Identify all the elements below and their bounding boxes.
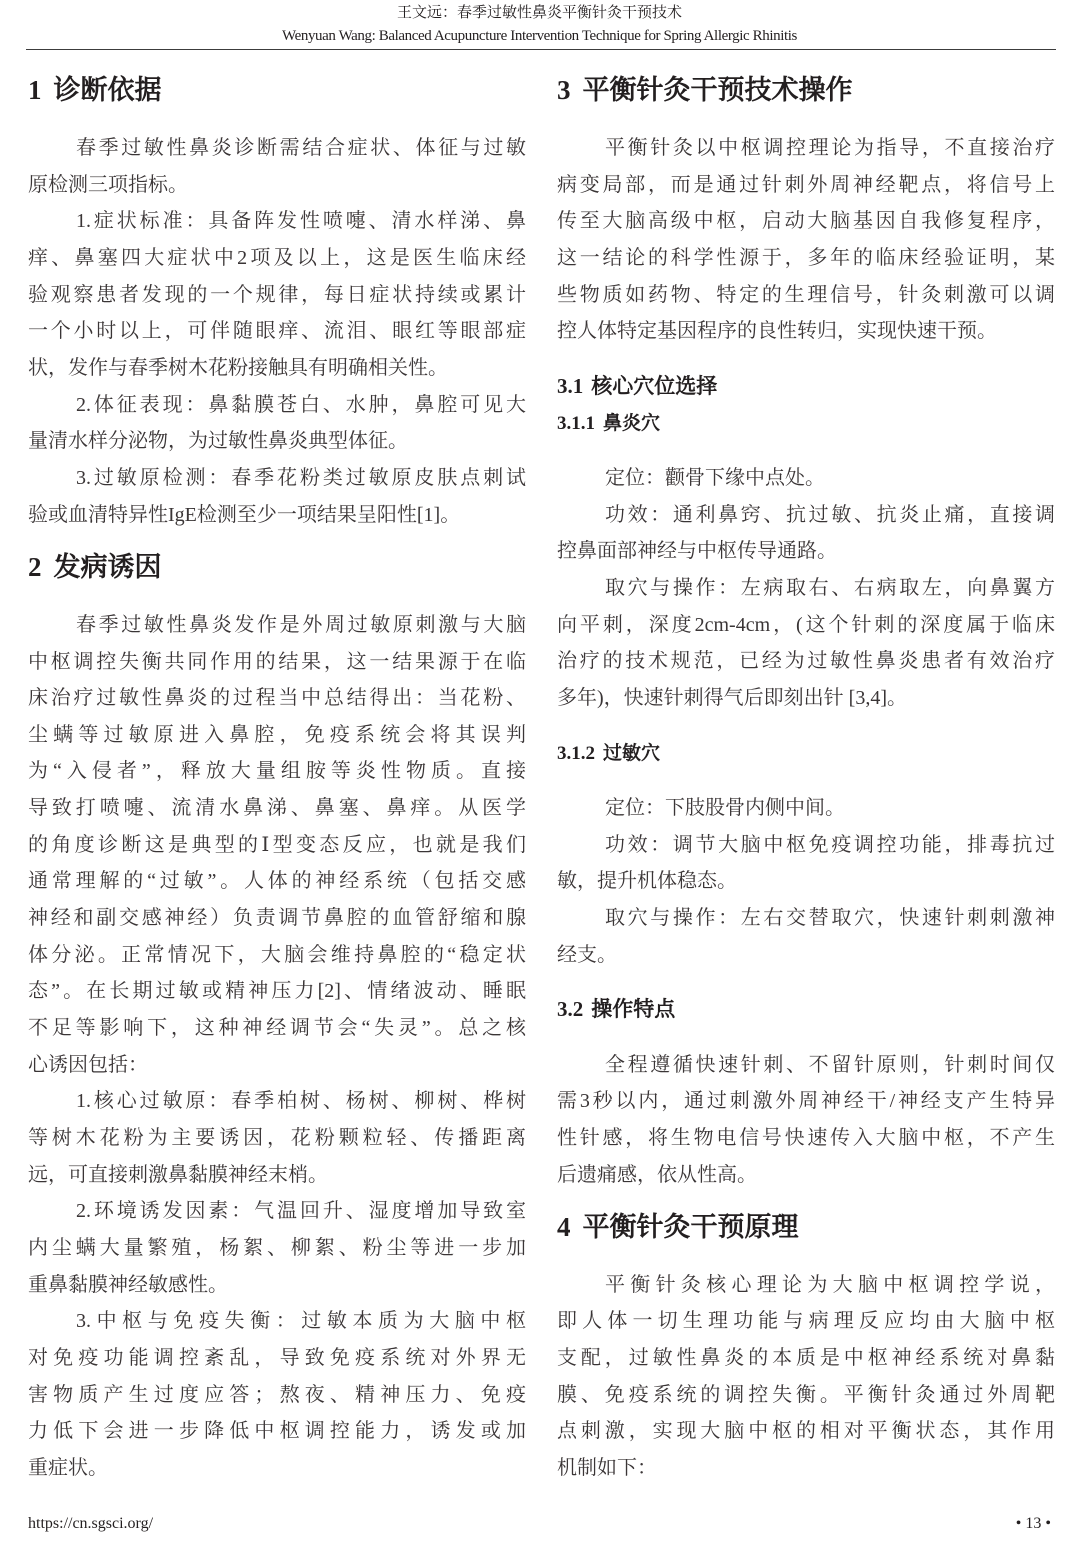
running-head-title-cn: 王文远：春季过敏性鼻炎平衡针灸干预技术 [396, 5, 682, 21]
paragraph-line: 病变局部，而是通过针刺外周神经靶点，将信号上 [557, 174, 1055, 196]
running-head-title-en: Wenyuan Wang: Balanced Acupuncture Intervention Technique for Spring Allergic Rhinitis [282, 28, 797, 44]
paragraph-line: 床治疗过敏性鼻炎的过程当中总结得出：当花粉、 [28, 687, 526, 709]
paragraph-line: 这一结论的科学性源于，多年的临床经验证明，某 [557, 247, 1055, 269]
paragraph-line: 些物质如药物、特定的生理信号，针灸刺激可以调 [557, 284, 1055, 306]
section-heading-2: 2 发病诱因 [28, 552, 162, 583]
paragraph-line: 2.体征表现：鼻黏膜苍白、水肿，鼻腔可见大 [76, 394, 526, 416]
paragraph-line: 向平刺，深度2cm-4cm，(这个针刺的深度属于临床 [557, 614, 1055, 636]
paragraph-line: 为“入侵者”，释放大量组胺等炎性物质。直接 [28, 760, 526, 782]
page-number: • 13 • [1015, 1515, 1051, 1532]
paragraph-line: 中枢调控失衡共同作用的结果，这一结果源于在临 [28, 651, 526, 673]
paragraph-line: 支配，过敏性鼻炎的本质是中枢神经系统对鼻黏 [557, 1347, 1055, 1369]
paragraph-line: 1.症状标准：具备阵发性喷嚏、清水样涕、鼻 [76, 210, 526, 232]
paragraph-line: 对免疫功能调控紊乱，导致免疫系统对外界无 [28, 1347, 526, 1369]
paragraph-line: 导致打喷嚏、流清水鼻涕、鼻塞、鼻痒。从医学 [28, 797, 526, 819]
paragraph-line: 经支。 [557, 944, 617, 966]
paragraph-line: 验或血清特异性IgE检测至少一项结果呈阳性[1]。 [28, 504, 461, 526]
paragraph-line: 状，发作与春季树木花粉接触具有明确相关性。 [28, 357, 448, 379]
paragraph-line: 定位：颧骨下缘中点处。 [605, 467, 825, 489]
paragraph-line: 神经和副交感神经）负责调节鼻腔的血管舒缩和腺 [28, 907, 526, 929]
paragraph-line: 不足等影响下，这种神经调节会“失灵”。总之核 [28, 1017, 526, 1039]
paragraph-line: 量清水样分泌物，为过敏性鼻炎典型体征。 [28, 430, 408, 452]
paragraph-line: 2.环境诱发因素：气温回升、湿度增加导致室 [76, 1200, 526, 1222]
paragraph-line: 功效：通利鼻窍、抗过敏、抗炎止痛，直接调 [605, 504, 1055, 526]
paragraph-line: 点刺激，实现大脑中枢的相对平衡状态，其作用 [557, 1420, 1055, 1442]
paragraph-line: 控人体特定基因程序的良性转归，实现快速干预。 [557, 320, 997, 342]
paragraph-line: 通常理解的“过敏”。人体的神经系统（包括交感 [28, 870, 526, 892]
subsubsection-heading-3-1-2: 3.1.2 过敏穴 [557, 742, 661, 764]
paragraph-line: 膜、免疫系统的调控失衡。平衡针灸通过外周靶 [557, 1384, 1055, 1406]
paragraph-line: 等树木花粉为主要诱因，花粉颗粒轻、传播距离 [28, 1127, 526, 1149]
paragraph-line: 定位：下肢股骨内侧中间。 [605, 797, 845, 819]
subsubsection-heading-3-1-1: 3.1.1 鼻炎穴 [557, 412, 661, 434]
subsection-heading-3-2: 3.2 操作特点 [557, 997, 676, 1021]
paragraph-line: 全程遵循快速针刺、不留针原则，针刺时间仅 [605, 1054, 1055, 1076]
paragraph-line: 平衡针灸核心理论为大脑中枢调控学说， [605, 1274, 1055, 1296]
paragraph-line: 控鼻面部神经与中枢传导通路。 [557, 540, 837, 562]
paragraph-line: 原检测三项指标。 [28, 174, 188, 196]
paragraph-line: 验观察患者发现的一个规律，每日症状持续或累计 [28, 284, 526, 306]
paragraph-line: 害物质产生过度应答；熬夜、精神压力、免疫 [28, 1384, 526, 1406]
paragraph-line: 治疗的技术规范，已经为过敏性鼻炎患者有效治疗 [557, 650, 1055, 672]
paragraph-line: 春季过敏性鼻炎发作是外周过敏原刺激与大脑 [76, 614, 526, 636]
paragraph-line: 机制如下： [557, 1457, 657, 1479]
section-heading-4: 4 平衡针灸干预原理 [557, 1212, 799, 1243]
header-rule [26, 49, 1056, 50]
paragraph-line: 即人体一切生理功能与病理反应均由大脑中枢 [557, 1310, 1055, 1332]
paragraph-line: 性针感，将生物电信号快速传入大脑中枢，不产生 [557, 1127, 1055, 1149]
paragraph-line: 后遗痛感，依从性高。 [557, 1164, 757, 1186]
paragraph-line: 体分泌。正常情况下，大脑会维持鼻腔的“稳定状 [28, 944, 526, 966]
paragraph-line: 需3秒以内，通过刺激外周神经干/神经支产生特异 [557, 1090, 1055, 1112]
paragraph-line: 多年)，快速针刺得气后即刻出针 [3,4]。 [557, 687, 907, 709]
paragraph-line: 3.过敏原检测：春季花粉类过敏原皮肤点刺试 [76, 467, 526, 489]
paragraph-line: 内尘螨大量繁殖，杨絮、柳絮、粉尘等进一步加 [28, 1237, 526, 1259]
paragraph-line: 取穴与操作：左右交替取穴，快速针刺刺激神 [605, 907, 1055, 929]
paragraph-line: 态”。在长期过敏或精神压力[2]、情绪波动、睡眠 [28, 980, 526, 1002]
paragraph-line: 敏，提升机体稳态。 [557, 870, 737, 892]
section-heading-3: 3 平衡针灸干预技术操作 [557, 75, 853, 106]
paragraph-line: 功效：调节大脑中枢免疫调控功能，排毒抗过 [605, 834, 1055, 856]
paragraph-line: 一个小时以上，可伴随眼痒、流泪、眼红等眼部症 [28, 320, 526, 342]
paragraph-line: 痒、鼻塞四大症状中2项及以上，这是医生临床经 [28, 247, 526, 269]
paragraph-line: 的角度诊断这是典型的Ⅰ型变态反应，也就是我们 [28, 834, 526, 856]
paragraph-line: 1.核心过敏原：春季柏树、杨树、柳树、桦树 [76, 1090, 526, 1112]
subsection-heading-3-1: 3.1 核心穴位选择 [557, 374, 718, 398]
paragraph-line: 重症状。 [28, 1457, 108, 1479]
paragraph-line: 尘螨等过敏原进入鼻腔，免疫系统会将其误判 [28, 724, 526, 746]
paragraph-line: 重鼻黏膜神经敏感性。 [28, 1274, 228, 1296]
paragraph-line: 平衡针灸以中枢调控理论为指导，不直接治疗 [605, 137, 1055, 159]
section-heading-1: 1 诊断依据 [28, 75, 162, 106]
paragraph-line: 取穴与操作：左病取右、右病取左，向鼻翼方 [605, 577, 1055, 599]
paragraph-line: 心诱因包括： [28, 1054, 148, 1076]
paragraph-line: 力低下会进一步降低中枢调控能力，诱发或加 [28, 1420, 526, 1442]
paragraph-line: 远，可直接刺激鼻黏膜神经末梢。 [28, 1164, 328, 1186]
paragraph-line: 3.中枢与免疫失衡：过敏本质为大脑中枢 [76, 1310, 526, 1332]
paragraph-line: 春季过敏性鼻炎诊断需结合症状、体征与过敏 [76, 137, 526, 159]
paragraph-line: 传至大脑高级中枢，启动大脑基因自我修复程序， [557, 210, 1055, 232]
footer-url-link[interactable]: https://cn.sgsci.org/ [28, 1515, 154, 1532]
